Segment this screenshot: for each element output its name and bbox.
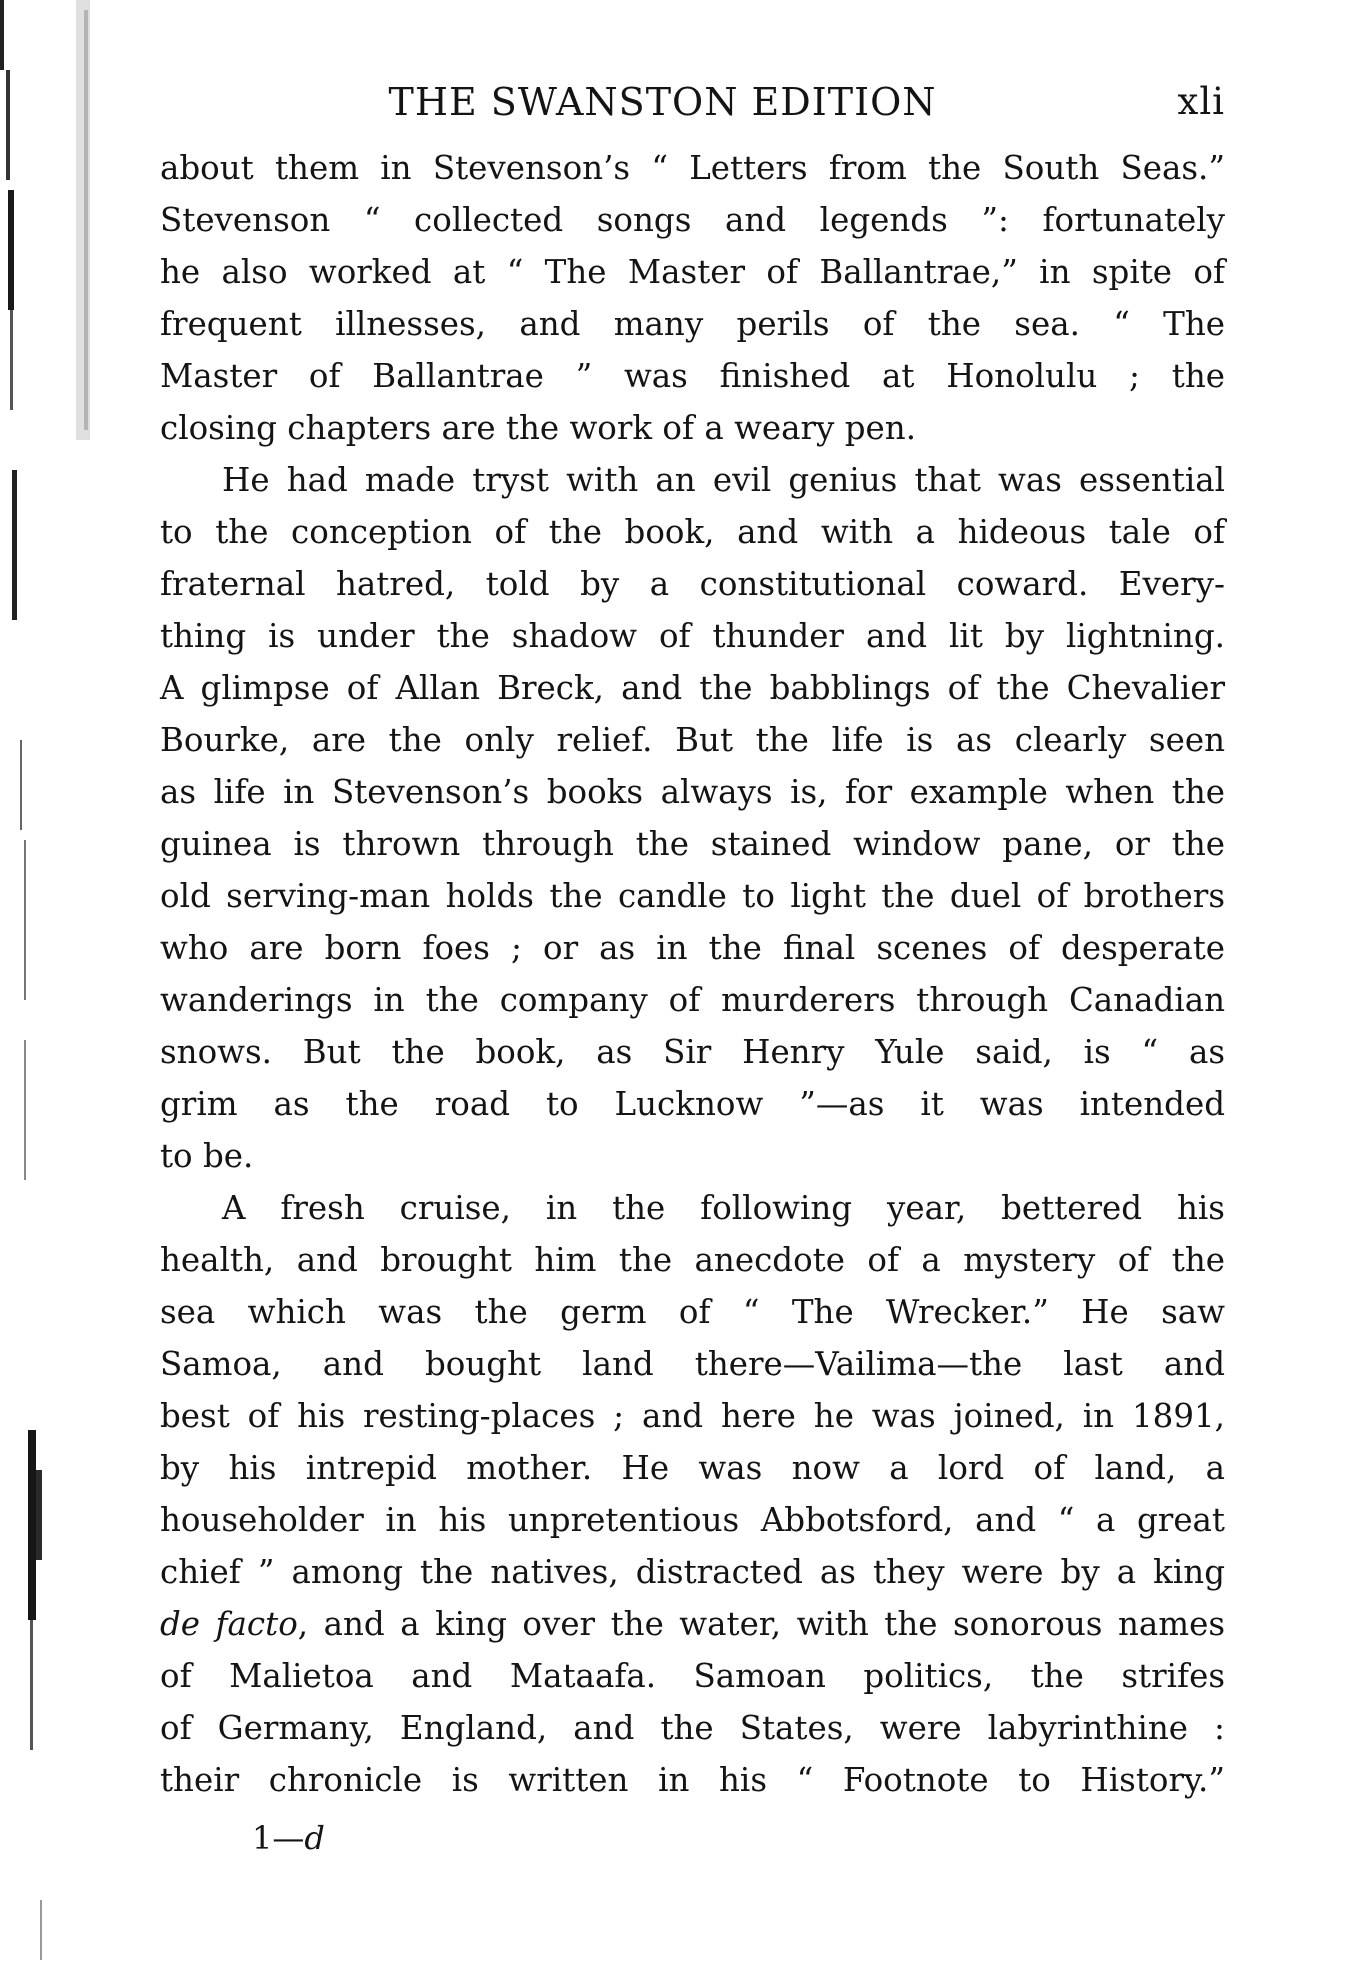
text-line: wanderings in the company of murderers through Canadian: [160, 981, 1225, 1019]
text-line: guinea is thrown through the stained window pane, or the: [160, 825, 1225, 863]
signature-dash: —: [272, 1819, 305, 1857]
text-line: sea which was the germ of “ The Wrecker.” He saw: [160, 1293, 1225, 1331]
text-line: old serving-man holds the candle to light the duel of brothers: [160, 877, 1225, 915]
text-line: de facto, and a king over the water, with the sonorous names: [160, 1605, 1225, 1643]
book-page: [160, 80, 1225, 1862]
signature-letter: d: [304, 1819, 325, 1857]
text-line: Samoa, and bought land there—Vailima—the last and: [160, 1345, 1225, 1383]
text-line: householder in his unpretentious Abbotsford, and “ a great: [160, 1501, 1225, 1539]
text-line: Bourke, are the only relief. But the life is as clearly seen: [160, 721, 1225, 759]
text-line: health, and brought him the anecdote of a mystery of the: [160, 1241, 1225, 1279]
text-line: grim as the road to Lucknow ”—as it was intended: [160, 1085, 1225, 1123]
text-line: fraternal hatred, told by a constitutional coward. Every-: [160, 565, 1225, 603]
text-line: as life in Stevenson’s books always is, for example when the: [160, 773, 1225, 811]
running-head: [160, 80, 1225, 132]
page-number: xli: [1177, 80, 1225, 123]
text-line: to be.: [160, 1137, 254, 1175]
paragraph-1: [160, 142, 1225, 454]
text-line: chief ” among the natives, distracted as they were by a king: [160, 1553, 1225, 1591]
text-line: he also worked at “ The Master of Ballantrae,” in spite of: [160, 253, 1225, 291]
binding-edge-marks: [0, 0, 120, 1973]
text-line: their chronicle is written in his “ Footnote to History.”: [160, 1761, 1225, 1799]
text-line: of Malietoa and Mataafa. Samoan politics, the strifes: [160, 1657, 1225, 1695]
text-line: by his intrepid mother. He was now a lord of land, a: [160, 1449, 1225, 1487]
text-line: about them in Stevenson’s “ Letters from the South Seas.”: [160, 149, 1225, 187]
text-line: to the conception of the book, and with a hideous tale of: [160, 513, 1225, 551]
running-title: THE SWANSTON EDITION: [388, 80, 937, 124]
text-line: who are born foes ; or as in the final scenes of desperate: [160, 929, 1225, 967]
text-line: Master of Ballantrae ” was finished at Honolulu ; the: [160, 357, 1225, 395]
text-line: Stevenson “ collected songs and legends ”: fortunately: [160, 201, 1225, 239]
text-line: frequent illnesses, and many perils of the sea. “ The: [160, 305, 1225, 343]
paragraph-2: [160, 454, 1225, 1182]
text-line: thing is under the shadow of thunder and lit by lightning.: [160, 617, 1225, 655]
signature-number: 1: [252, 1819, 273, 1857]
italic-phrase: de facto: [160, 1605, 298, 1643]
text-line: A fresh cruise, in the following year, bettered his: [222, 1189, 1225, 1227]
text-line: snows. But the book, as Sir Henry Yule said, is “ as: [160, 1033, 1225, 1071]
text-line: best of his resting-places ; and here he was joined, in 1891,: [160, 1397, 1225, 1435]
text-line: closing chapters are the work of a weary pen.: [160, 409, 917, 447]
paragraph-3: [160, 1182, 1225, 1806]
text-line: A glimpse of Allan Breck, and the babblings of the Chevalier: [160, 669, 1225, 707]
text-line: of Germany, England, and the States, were labyrinthine :: [160, 1709, 1225, 1747]
body-text: [160, 142, 1225, 1806]
text-line: He had made tryst with an evil genius that was essential: [222, 461, 1225, 499]
signature-mark: [160, 1814, 1225, 1862]
